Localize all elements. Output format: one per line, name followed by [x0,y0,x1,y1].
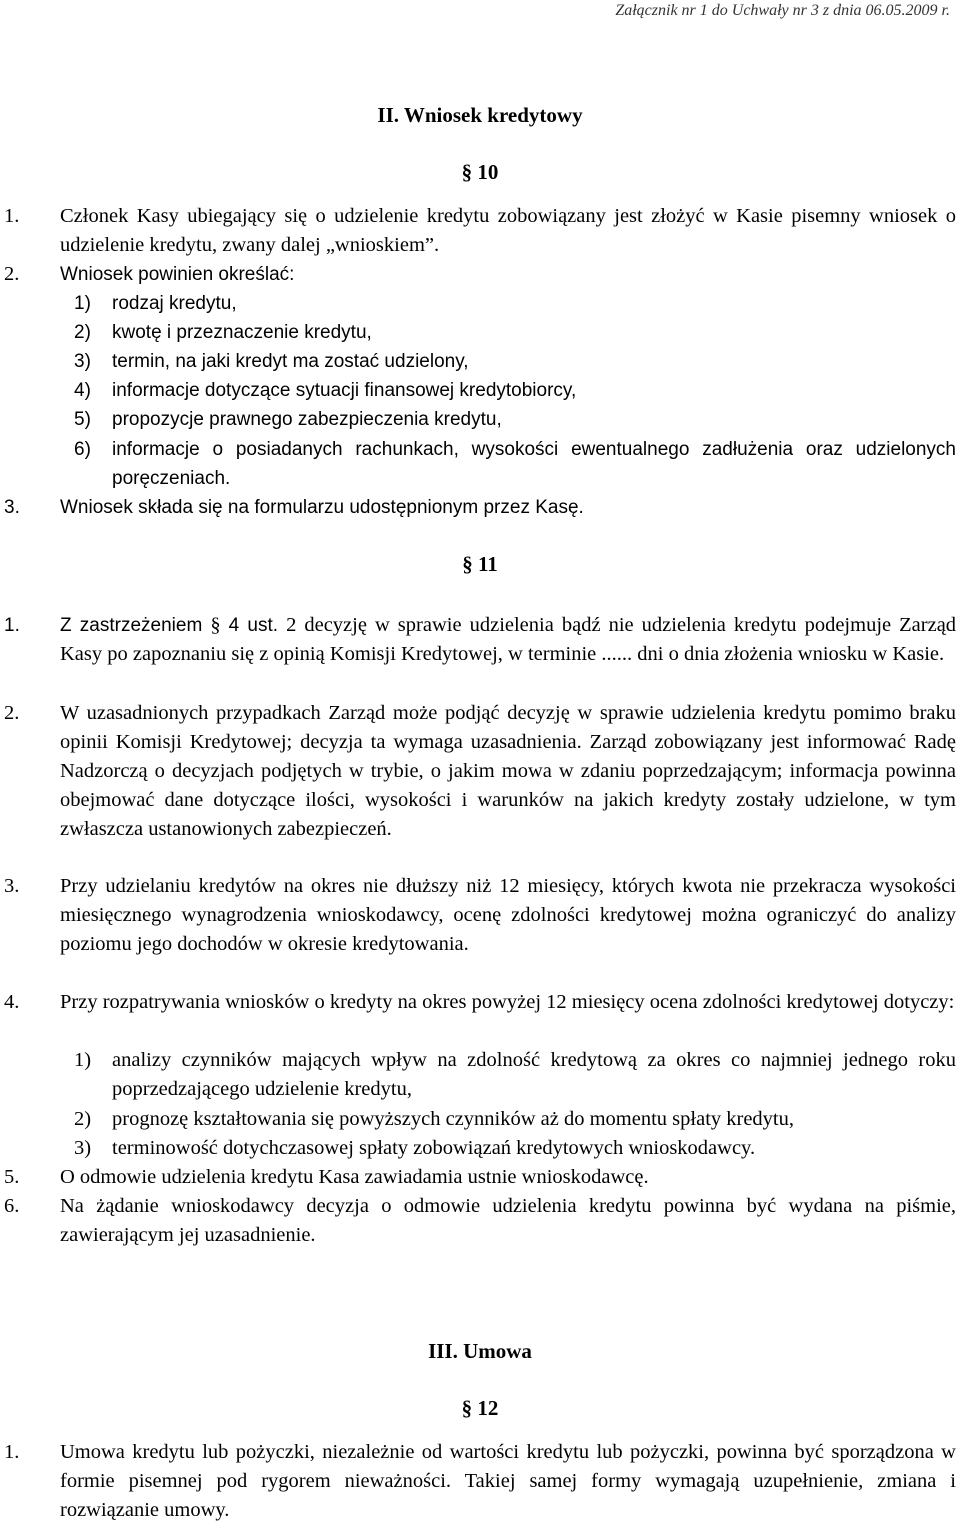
p11-sub-1-text: analizy czynników mających wpływ na zdolność kredytową za okres co najmniej jednego roku poprzedzającego udzielenie kredytu, [112,1049,956,1100]
p11-item-4-text: Przy rozpatrywania wniosków o kredyty na okres powyżej 12 miesięcy ocena zdolności kredytowej dotyczy: [60,991,955,1013]
p10-item-2-number: 2. [4,263,20,285]
section-sign: § [461,1396,473,1420]
p10-item-2-text: Wniosek powinien określać: [60,264,295,285]
p11-item-4-number: 4. [4,991,20,1013]
document-header: Załącznik nr 1 do Uchwały nr 3 z dnia 06.05.2009 r. [615,2,950,19]
paragraph-number: 11 [477,552,498,576]
p10-sub-2-number: 2) [74,322,91,343]
p10-sub-4-text: informacje dotyczące sytuacji finansowej kredytobiorcy, [112,380,577,401]
p11-item-5-text: O odmowie udzielenia kredytu Kasa zawiadamia ustnie wnioskodawcę. [60,1166,649,1188]
p10-item-3-text: Wniosek składa się na formularzu udostępnionym przez Kasę. [60,497,584,518]
paragraph-12-heading [0,1396,960,1421]
p11-sub-3-number: 3) [74,1137,92,1159]
p10-item-1-number: 1. [4,205,20,227]
p11-item-3-text: Przy udzielaniu kredytów na okres nie dłuższy niż 12 miesięcy, których kwota nie przekracza wysokości miesięcznego wynagrodzenia wnioskodawcy, ocenę zdolności kredytowej można ograniczyć do analizy poziomu jego dochodów w okresie kredytowania. [60,875,956,955]
p11-item-1-lead: Z zastrzeżeniem [60,615,203,636]
p11-item-6-number: 6. [4,1195,20,1217]
p11-item-6-text: Na żądanie wnioskodawcy decyzja o odmowie udzielenia kredytu powinna być wydana na piśmie, zawierającym jej uzasadnienie. [60,1195,956,1246]
section-sign: § [461,160,473,184]
p12-item-1-number: 1. [4,1441,20,1463]
p11-item-5-number: 5. [4,1166,20,1188]
p10-item-1-text: Członek Kasy ubiegający się o udzielenie kredytu zobowiązany jest złożyć w Kasie pisemny wniosek o udzielenie kredytu, zwany dalej „wnioskiem”. [60,205,956,256]
p10-sub-3-text: termin, na jaki kredyt ma zostać udzielony, [112,351,469,372]
p11-item-2-text: W uzasadnionych przypadkach Zarząd może podjąć decyzję w sprawie udzielenia kredytu pomimo braku opinii Komisji Kredytowej; decyzja ta wymaga uzasadnienia. Zarząd zobowiązany jest informować Radę Nadzorczą o decyzjach podjętych w trybie, o jakim mowa w zdaniu poprzedzającym; informacja powinna obejmować dane dotyczące ilości, wysokości i warunków na jakich kredyty zostały udzielone, w tym zwłaszcza ustanowionych zabezpieczeń. [60,702,956,840]
p11-item-1-number: 1. [4,615,20,636]
p11-sub-3-text: terminowość dotychczasowej spłaty zobowiązań kredytowych wnioskodawcy. [112,1137,756,1159]
paragraph-11-heading [0,552,960,577]
p10-item-3-number: 3. [4,497,20,518]
section-3-title: III. Umowa [428,1339,532,1363]
section-sign: § [462,552,473,576]
p10-sub-5-text: propozycje prawnego zabezpieczenia kredytu, [112,409,502,430]
p10-sub-4-number: 4) [74,380,91,401]
section-2-title: II. Wniosek kredytowy [377,103,583,127]
section-sign: § [210,614,221,636]
p10-sub-6-text: informacje o posiadanych rachunkach, wysokości ewentualnego zadłużenia oraz udzielonych poręczeniach. [112,439,956,489]
p11-item-1-body: 2 decyzję w sprawie udzielenia bądź nie udzielenia kredytu podejmuje Zarząd Kasy po zapoznaniu się z opinią Komisji Kredytowej, w terminie ...... dni o dnia złożenia wniosku w Kasie. [60,614,957,665]
p10-sub-1-number: 1) [74,293,91,314]
p10-sub-1-text: rodzaj kredytu, [112,293,237,314]
paragraph-10-heading [0,160,960,185]
p11-sub-2-number: 2) [74,1108,92,1130]
p10-sub-2-text: kwotę i przeznaczenie kredytu, [112,322,372,343]
p10-sub-5-number: 5) [74,409,91,430]
p12-item-1-text: Umowa kredytu lub pożyczki, niezależnie od wartości kredytu lub pożyczki, powinna być sporządzona w formie pisemnej pod rygorem nieważności. Takiej samej formy wymagają uzupełnienie, zmiana i rozwiązanie umowy. [60,1441,956,1521]
p10-sub-3-number: 3) [74,351,91,372]
p11-item-2-number: 2. [4,702,20,724]
paragraph-number: 12 [477,1396,499,1420]
p11-item-3-number: 3. [4,875,20,897]
p11-item-1-text [60,611,956,669]
p10-sub-6-number: 6) [74,439,91,460]
p11-sub-2-text: prognozę kształtowania się powyższych czynników aż do momentu spłaty kredytu, [112,1108,795,1130]
p11-item-1-reference: 4 ust. [228,615,279,636]
p11-sub-1-number: 1) [74,1049,92,1071]
paragraph-number: 10 [477,160,499,184]
